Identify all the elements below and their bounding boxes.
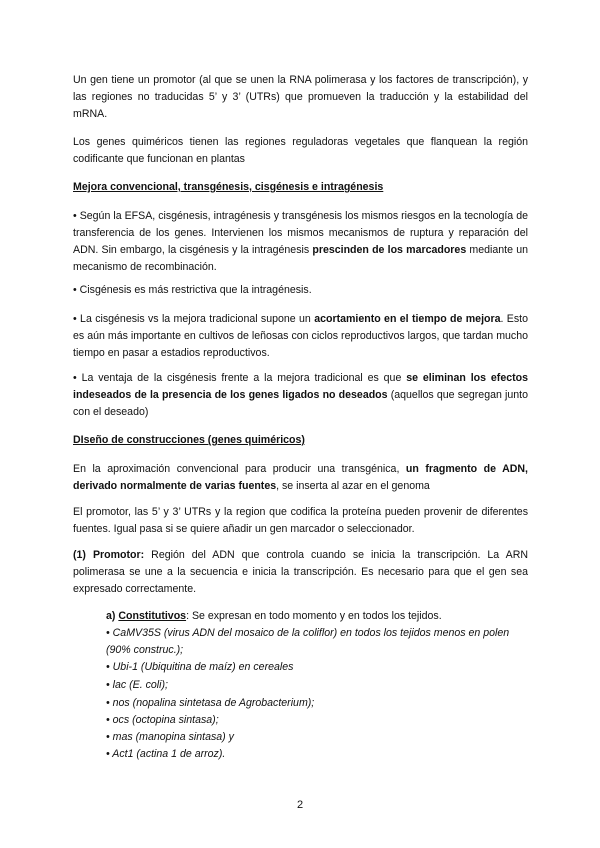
list-item: • mas (manopina sintasa) y (106, 731, 234, 743)
paragraph-aproximacion (73, 461, 528, 495)
paragraph-promotor-utrs: El promotor, las 5’ y 3’ UTRs y la region que codifica la proteína pueden provenir de diferentes fuentes. Igual pasa si se quiere añadir un gen marcador o seleccionador. (73, 506, 528, 535)
aproximacion-bold: un fragmento de ADN, derivado normalmente de varias fuentes (73, 463, 528, 492)
bullet-efsa (73, 208, 528, 276)
list-item: • lac (E. coli); (106, 679, 168, 691)
page-number: 2 (296, 799, 304, 811)
section-heading-mejora (73, 179, 528, 196)
bullet-efsa-bold: prescinden de los marcadores (312, 244, 467, 256)
promotor-label: (1) Promotor: (73, 549, 145, 561)
heading-text: DIseño de construcciones (genes quiméricos) (73, 434, 305, 446)
bullet-ventaja-bold: se eliminan los efectos indeseados de la presencia de los genes ligados no deseados (73, 372, 528, 401)
list-item: • CaMV35S (virus ADN del mosaico de la coliflor) en todos los tejidos menos en polen (90% construc.); (106, 627, 510, 656)
subheading-constitutivos (106, 608, 536, 625)
bullet-efsa-tail: mediante un mecanismo de recombinación. (73, 244, 528, 273)
bullet-acortamiento (73, 311, 528, 362)
bullet-ventaja-text: • La ventaja de la cisgénesis frente a la mejora tradicional es que (73, 372, 407, 384)
paragraph-gene-definition: Un gen tiene un promotor (al que se unen la RNA polimerasa y los factores de transcripción), y las regiones no traducidas 5’ y 3’ (UTRs) que promueven la traducción y la estabilidad del mRNA. (73, 74, 528, 120)
list-item: • Act1 (actina 1 de arroz). (106, 748, 226, 760)
bullet-ventaja (73, 370, 528, 421)
bullet-efsa-text: • Según la EFSA, cisgénesis, intragénesis y transgénesis los mismos riesgos en la tecnología de transferencia de los genes. Intervienen los mismos mecanismos de ruptura y reparación del ADN. Sin embargo, la cisgénesis y la intragénesis (73, 210, 528, 256)
bullet-acortamiento-tail: . Esto es aún más importante en cultivos de leñosas con ciclos reproductivos largos, que tardan mucho tiempo en pasar a estadios reproductivos. (73, 313, 528, 359)
sub-rest: : Se expresan en todo momento y en todos los tejidos. (186, 610, 442, 622)
paragraph-chimeric-genes: Los genes quiméricos tienen las regiones reguladoras vegetales que flanquean la región codificante que funcionan en plantas (73, 136, 528, 165)
aproximacion-text: En la aproximación convencional para producir una transgénica, (73, 463, 406, 475)
paragraph-promotor-definition (73, 547, 528, 598)
bullet-ventaja-tail: (aquellos que segregan junto con el deseado) (73, 389, 529, 418)
bullet-acortamiento-bold: acortamiento en el tiempo de mejora (314, 313, 501, 325)
list-item: • Ubi-1 (Ubiquitina de maíz) en cereales (106, 661, 294, 673)
sub-label: a) (106, 610, 119, 622)
bullet-acortamiento-text: • La cisgénesis vs la mejora tradicional supone un (73, 313, 315, 325)
promotor-text: Región del ADN que controla cuando se inicia la transcripción. La ARN polimerasa se une a la secuencia e inicia la transcripción. Es necesario para que el gen sea expresado correctamente. (73, 549, 528, 595)
aproximacion-tail: , se inserta al azar en el genoma (276, 480, 430, 492)
section-heading-diseno (73, 432, 528, 449)
heading-text: Mejora convencional, transgénesis, cisgénesis e intragénesis (73, 181, 384, 193)
list-item: • ocs (octopina sintasa); (106, 714, 219, 726)
list-item: • nos (nopalina sintetasa de Agrobacterium); (106, 697, 315, 709)
bullet-restrictive: • Cisgénesis es más restrictiva que la intragénesis. (73, 284, 312, 296)
sub-title: Constitutivos (118, 610, 187, 622)
